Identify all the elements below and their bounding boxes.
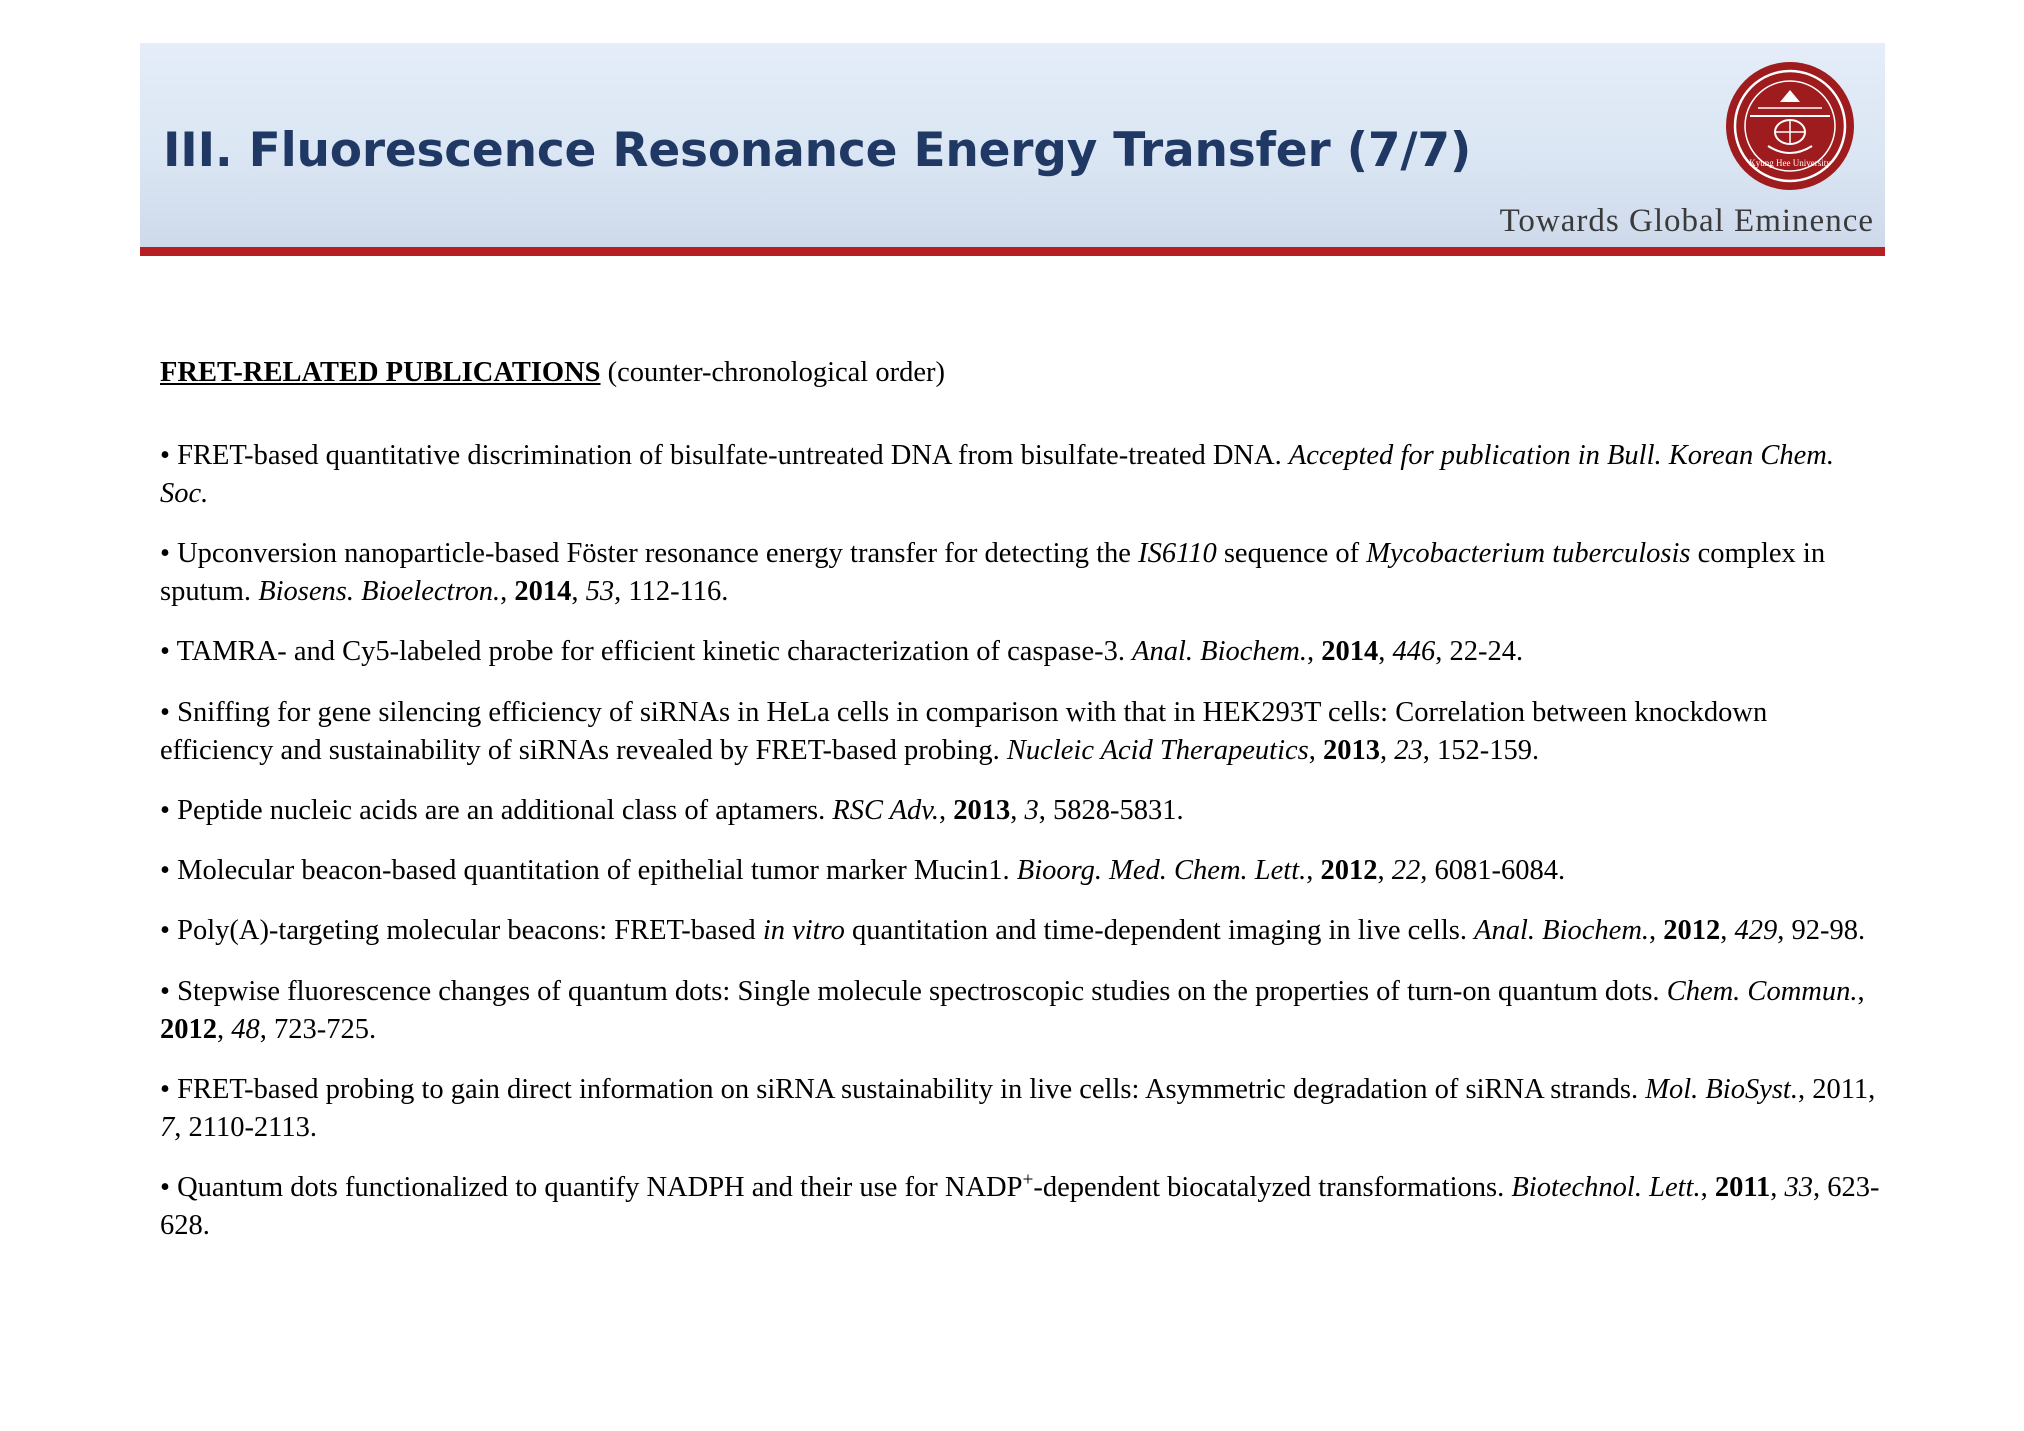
publication-item: • Poly(A)-targeting molecular beacons: FRET-based in vitro quantitation and time-dependent imaging in live cells. Anal. Biochem., 2012, 429, 92-98. — [160, 915, 1866, 947]
publication-item: • FRET-based quantitative discrimination of bisulfate-untreated DNA from bisulfate-treated DNA. Accepted for publication in Bull. Korean Chem. Soc. — [160, 439, 1834, 509]
publication-item: • TAMRA- and Cy5-labeled probe for efficient kinetic characterization of caspase-3. Anal. Biochem., 2014, 446, 22-24. — [160, 636, 1524, 668]
header-accent-rule — [140, 247, 1885, 256]
university-tagline: Towards Global Eminence — [1499, 203, 1874, 239]
publication-item: • Sniffing for gene silencing efficiency of siRNAs in HeLa cells in comparison with that in HEK293T cells: Correlation between knockdown efficiency and sustainability of siRNAs revealed by FRET-based probing. Nucleic Acid Therapeutics, 2013, 23, 152-159. — [160, 696, 1768, 766]
section-heading-rest: (counter-chronological order) — [600, 357, 945, 388]
publication-item: • Quantum dots functionalized to quantify NADPH and their use for NADP+-dependent biocatalyzed transformations. Biotechnol. Lett., 2011, 33, 623-628. — [160, 1169, 1880, 1242]
publication-item: • Stepwise fluorescence changes of quantum dots: Single molecule spectroscopic studies on the properties of turn-on quantum dots. Chem. Commun., 2012, 48, 723-725. — [160, 975, 1865, 1045]
section-heading — [160, 355, 1880, 391]
publication-list — [160, 437, 1880, 1246]
publication-item: • Upconversion nanoparticle-based Föster resonance energy transfer for detecting the IS6110 sequence of Mycobacterium tuberculosis complex in sputum. Biosens. Bioelectron., 2014, 53, 112-116. — [160, 538, 1826, 608]
publication-item: • FRET-based probing to gain direct information on siRNA sustainability in live cells: Asymmetric degradation of siRNA strands. Mol. BioSyst., 2011, 7, 2110-2113. — [160, 1073, 1876, 1144]
university-emblem-icon — [1724, 60, 1856, 192]
svg-text:Kyung Hee University: Kyung Hee University — [1749, 158, 1831, 168]
publication-item: • Molecular beacon-based quantitation of epithelial tumor marker Mucin1. Bioorg. Med. Chem. Lett., 2012, 22, 6081-6084. — [160, 855, 1566, 887]
section-heading-bold: FRET-RELATED PUBLICATIONS — [160, 357, 601, 388]
publication-item: • Peptide nucleic acids are an additional class of aptamers. RSC Adv., 2013, 3, 5828-5831. — [160, 794, 1184, 826]
page-title: III. Fluorescence Resonance Energy Transfer (7/7) — [163, 123, 1472, 178]
slide-content — [160, 355, 1880, 1268]
